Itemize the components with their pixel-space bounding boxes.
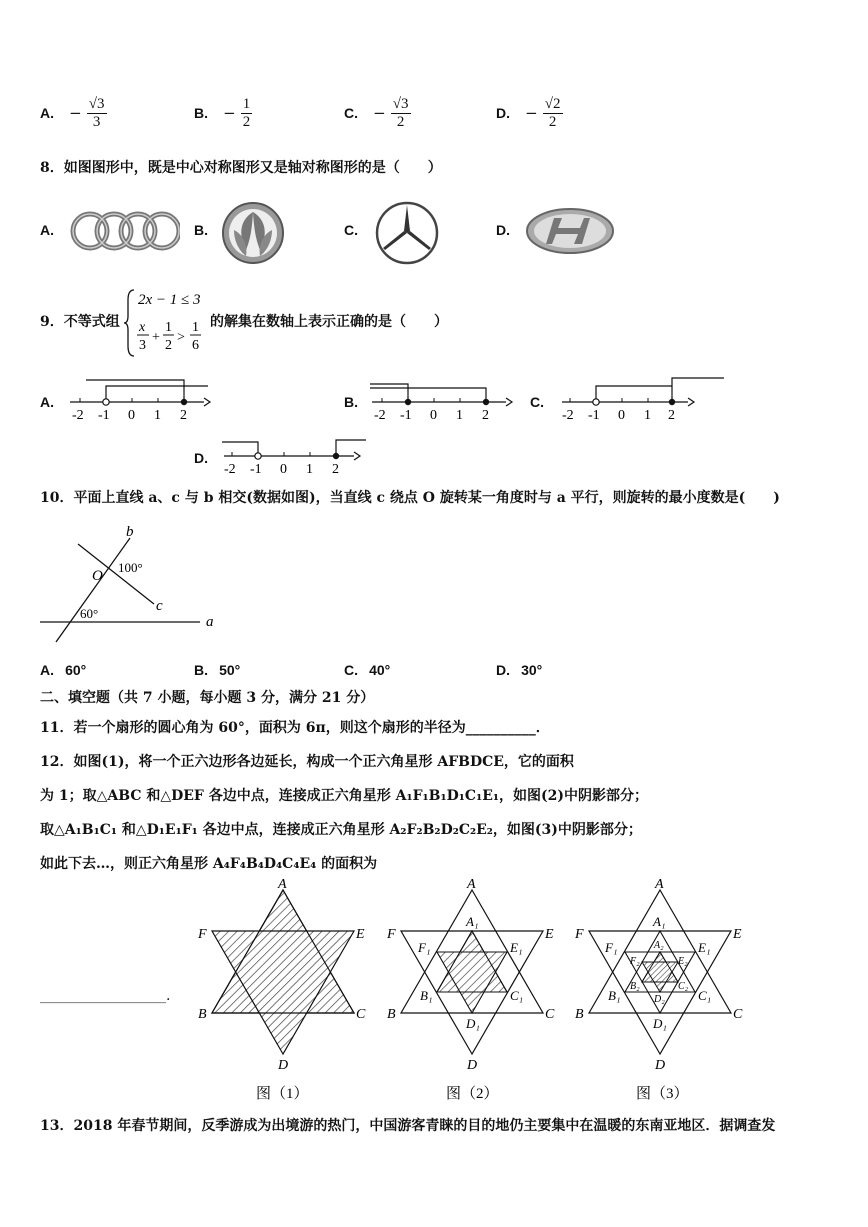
- q10-option-d: D. 30°: [496, 662, 543, 678]
- q10-stem: 10．平面上直线 a、c 与 b 相交(数据如图)，当直线 c 绕点 O 旋转某一角度时与 a 平行，则旋转的最小度数是( ): [40, 490, 780, 506]
- svg-text:A₁: A₁: [653, 914, 666, 929]
- svg-text:1: 1: [456, 408, 463, 423]
- svg-text:E₁: E₁: [510, 940, 523, 955]
- q8-option-a-label: A.: [40, 222, 54, 238]
- q9-frac1-num: x: [139, 320, 146, 335]
- section-2-heading: 二、填空题（共 7 小题，每小题 3 分，满分 21 分）: [40, 690, 375, 706]
- q9-number-line-c: [558, 374, 728, 424]
- svg-text:E: E: [545, 927, 554, 942]
- q9-option-c-label: C.: [530, 394, 544, 410]
- q9-option-a-label: A.: [40, 394, 54, 410]
- svg-text:2: 2: [482, 408, 489, 423]
- svg-text:-2: -2: [374, 408, 386, 423]
- label-c: c: [156, 598, 163, 614]
- svg-text:0: 0: [128, 408, 135, 423]
- svg-text:2: 2: [332, 462, 339, 477]
- svg-text:1: 1: [306, 462, 313, 477]
- label-o: O: [92, 568, 103, 584]
- q8-stem: 8．如图图形中，既是中心对称图形又是轴对称图形的是（ ）: [40, 160, 442, 176]
- svg-text:2: 2: [668, 408, 675, 423]
- q12-line-1: 12．如图(1)，将一个正六边形各边延长，构成一个正六角星形 AFBDCE，它的面积: [40, 754, 574, 770]
- svg-text:E₁: E₁: [698, 940, 711, 955]
- q10-figure: [38, 520, 228, 644]
- q10-option-c: C. 40°: [344, 662, 391, 678]
- svg-text:A₂: A₂: [654, 940, 664, 951]
- svg-text:1: 1: [154, 408, 161, 423]
- svg-text:-2: -2: [72, 408, 84, 423]
- q9-number-line-a: [66, 376, 212, 424]
- q9-frac1-den: 3: [139, 338, 146, 353]
- caption-2: 图（2）: [446, 1086, 499, 1102]
- svg-text:B₁: B₁: [420, 988, 433, 1003]
- svg-text:D: D: [278, 1058, 289, 1073]
- svg-text:E: E: [733, 927, 742, 942]
- q7-d-fraction: $\frac{√2}{2}$: [544, 96, 561, 130]
- svg-text:0: 0: [430, 408, 437, 423]
- svg-text:B: B: [198, 1007, 207, 1022]
- label-angle-100: 100°: [118, 560, 143, 575]
- q9-gt: >: [177, 330, 185, 345]
- svg-text:A₁: A₁: [466, 914, 479, 929]
- svg-text:F: F: [575, 927, 584, 942]
- line-b: [56, 538, 130, 642]
- svg-text:0: 0: [618, 408, 625, 423]
- label-angle-60: 60°: [80, 606, 99, 621]
- q9-number-line-d: [220, 436, 370, 478]
- q7-option-a: A. − $\frac{√3}{3}$: [40, 96, 105, 130]
- svg-text:D₁: D₁: [653, 1016, 667, 1031]
- q11-stem: 11．若一个扇形的圆心角为 60°，面积为 6π，则这个扇形的半径为__________．: [40, 720, 550, 736]
- caption-3: 图（3）: [636, 1086, 689, 1102]
- q9-option-d-label: D.: [194, 450, 208, 466]
- q12-line-2: 为 1；取△ABC 和△DEF 各边中点，连接成正六角星形 A₁F₁B₁D₁C₁E₁，如图(2)中阴影部分；: [40, 788, 648, 804]
- q9-prefix: 9．不等式组: [40, 314, 120, 330]
- q13-stem: 13．2018 年春节期间，反季游成为出境游的热门，中国游客青睐的目的地仍主要集中在温暖的东南亚地区．据调查发: [40, 1118, 776, 1134]
- svg-text:D: D: [655, 1058, 666, 1073]
- svg-text:F₂: F₂: [630, 956, 640, 967]
- q9-number-line-b: [368, 378, 514, 424]
- svg-text:-1: -1: [98, 408, 110, 423]
- svg-text:B₁: B₁: [608, 988, 621, 1003]
- svg-text:E: E: [356, 927, 365, 942]
- svg-text:-1: -1: [400, 408, 412, 423]
- svg-text:D₂: D₂: [654, 994, 665, 1005]
- svg-text:C: C: [356, 1007, 366, 1022]
- q12-line-4: 如此下去…，则正六角星形 A₄F₄B₄D₄C₄E₄ 的面积为: [40, 856, 378, 872]
- dongfeng-logo-icon: [220, 200, 286, 266]
- q7-option-d: D. − $\frac{√2}{2}$: [496, 96, 561, 130]
- q7-option-b: B. − $\frac{1}{2}$: [194, 96, 251, 130]
- svg-text:C: C: [545, 1007, 555, 1022]
- svg-text:A: A: [467, 877, 476, 892]
- svg-text:D₁: D₁: [466, 1016, 480, 1031]
- svg-text:-1: -1: [588, 408, 600, 423]
- svg-text:F₁: F₁: [418, 940, 431, 955]
- q9-plus: +: [152, 330, 160, 345]
- q9-ineq1: 2x − 1 ≤ 3: [138, 292, 201, 308]
- q7-option-c: C. − $\frac{√3}{2}$: [344, 96, 409, 130]
- svg-text:B: B: [575, 1007, 584, 1022]
- q8-option-d-label: D.: [496, 222, 510, 238]
- svg-text:F: F: [198, 927, 207, 942]
- label-b: b: [126, 524, 134, 540]
- q7-c-fraction: $\frac{√3}{2}$: [392, 96, 409, 130]
- q9-suffix: 的解集在数轴上表示正确的是（ ）: [210, 314, 448, 330]
- q12-line-3: 取△A₁B₁C₁ 和△D₁E₁F₁ 各边中点，连接成正六角星形 A₂F₂B₂D₂C₂E₂，如图(3)中阴影部分；: [40, 822, 642, 838]
- svg-text:-1: -1: [250, 462, 262, 477]
- svg-text:A: A: [278, 877, 287, 892]
- q10-option-b: B. 50°: [194, 662, 241, 678]
- svg-text:2: 2: [180, 408, 187, 423]
- q9-inequality-system: [124, 286, 214, 360]
- svg-text:B₂: B₂: [630, 981, 640, 992]
- svg-text:-2: -2: [562, 408, 574, 423]
- audi-rings-logo-icon: [68, 208, 180, 254]
- svg-text:C₂: C₂: [678, 981, 689, 992]
- svg-text:A: A: [655, 877, 664, 892]
- svg-text:D: D: [467, 1058, 478, 1073]
- figure-3-hexagram: [574, 877, 743, 1102]
- label-a: a: [206, 614, 214, 630]
- q9-option-b-label: B.: [344, 394, 358, 410]
- q9-frac3-den: 6: [192, 338, 199, 353]
- q9-frac3-num: 1: [192, 320, 199, 335]
- svg-text:0: 0: [280, 462, 287, 477]
- svg-text:C₁: C₁: [510, 988, 524, 1003]
- q10-option-a: A. 60°: [40, 662, 87, 678]
- mercedes-star-logo-icon: [374, 200, 440, 266]
- svg-text:E₂: E₂: [678, 956, 688, 967]
- q9-frac2-num: 1: [165, 320, 172, 335]
- q9-frac2-den: 2: [165, 338, 172, 353]
- q7-a-fraction: $\frac{√3}{3}$: [88, 96, 105, 130]
- figure-1-hexagram: [197, 877, 366, 1102]
- q8-option-b-label: B.: [194, 222, 208, 238]
- figure-2-hexagram: [386, 877, 555, 1102]
- caption-1: 图（1）: [256, 1086, 309, 1102]
- svg-text:C: C: [733, 1007, 743, 1022]
- q7-b-fraction: $\frac{1}{2}$: [242, 96, 251, 130]
- hyundai-logo-icon: [524, 206, 616, 256]
- q12-figures: [190, 876, 830, 1106]
- svg-text:-2: -2: [224, 462, 236, 477]
- q12-answer-blank: __________________.: [40, 988, 171, 1004]
- svg-text:B: B: [387, 1007, 396, 1022]
- q8-option-c-label: C.: [344, 222, 358, 238]
- svg-text:1: 1: [644, 408, 651, 423]
- svg-text:F₁: F₁: [605, 940, 618, 955]
- svg-text:F: F: [387, 927, 396, 942]
- svg-text:C₁: C₁: [698, 988, 712, 1003]
